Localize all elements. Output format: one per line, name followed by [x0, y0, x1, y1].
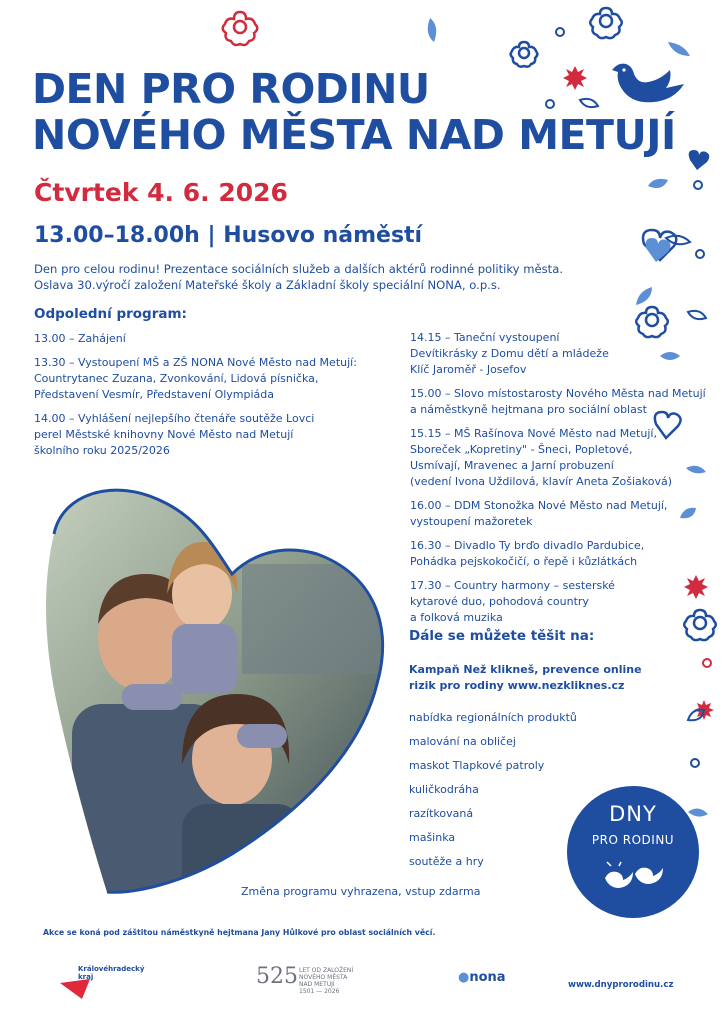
program-line: kytarové duo, pohodová country [410, 595, 589, 608]
circle-icon [691, 759, 699, 767]
event-date: Čtvrtek 4. 6. 2026 [34, 178, 288, 207]
program-line: Devítikrásky z Domu dětí a mládeže [410, 347, 609, 360]
program-line: 15.15 – MŠ Rašínova Nové Město nad Metují, [410, 427, 657, 440]
program-line: Countrytanec Zuzana, Zvonkování, Lidová písnička, [34, 372, 319, 385]
program-line: a náměstkyně hejtmana pro sociální oblast [410, 403, 647, 416]
program-item [410, 330, 710, 378]
water-drop-icon: ● [458, 970, 470, 985]
program-line: 15.00 – Slovo místostarosty Nového Města nad Metují [410, 387, 706, 400]
program-item [410, 426, 710, 490]
anniversary-line: NAD METUJÍ [299, 981, 335, 988]
extras-item: maskot Tlapkové patroly [409, 759, 545, 772]
dny-pro-rodinu-badge [567, 786, 699, 918]
extras-item: mašinka [409, 831, 456, 844]
program-item [34, 331, 394, 347]
program-left-column [34, 331, 394, 467]
program-line: Usmívají, Mravenec a Jarní probuzení [410, 459, 614, 472]
flower-icon [511, 42, 538, 67]
anniversary-line: NOVÉHO MĚSTA [299, 974, 348, 981]
main-title [32, 66, 676, 158]
leaf-icon [688, 311, 706, 319]
kralovehradecky-kraj-logo [58, 965, 145, 1003]
birds-icon [599, 858, 669, 894]
program-line: (vedení Ivona Uždilová, klavír Aneta Zošiaková) [410, 475, 673, 488]
family-photo [32, 474, 394, 902]
extras-item: razítkovaná [409, 807, 474, 820]
circle-icon [556, 28, 564, 36]
title-line: NOVÉHO MĚSTA NAD METUJÍ [32, 111, 676, 159]
anniversary-logo [256, 962, 376, 1008]
title-line: DEN PRO RODINU [32, 65, 430, 113]
program-line: 17.30 – Country harmony – sesterské [410, 579, 615, 592]
intro-line: Den pro celou rodinu! Prezentace sociálních služeb a dalších aktérů rodinné politiky města. [34, 262, 564, 276]
flower-icon [223, 12, 258, 45]
program-line: 14.00 – Vyhlášení nejlepšího čtenáře soutěže Lovci [34, 412, 315, 425]
extras-item: soutěže a hry [409, 855, 484, 868]
program-line: vystoupení mažoretek [410, 515, 533, 528]
logo-line: Královéhradecký [78, 965, 145, 973]
program-item [410, 386, 710, 418]
intro-line: Oslava 30.výročí založení Mateřské školy a Základní školy speciální NONA, o.p.s. [34, 278, 501, 292]
program-line: perel Městské knihovny Nové Město nad Metují [34, 428, 294, 441]
extras-campaign-line: rizik pro rodiny www.nezkliknes.cz [409, 679, 625, 692]
program-line: 13.00 – Zahájení [34, 332, 126, 345]
heart-icon [646, 238, 671, 262]
event-time-place: 13.00–18.00h | Husovo náměstí [34, 223, 423, 248]
program-item [34, 355, 394, 403]
badge-line: DNY [609, 802, 657, 826]
flower-icon [590, 8, 622, 38]
nona-logo-text: nona [469, 970, 506, 985]
logo-text [78, 965, 144, 981]
program-item [410, 578, 710, 626]
extras-item: malování na obličej [409, 735, 516, 748]
program-item [34, 411, 394, 459]
extras-campaign [409, 662, 642, 710]
circle-icon [703, 659, 711, 667]
program-line: 16.30 – Divadlo Ty brďo divadlo Pardubice, [410, 539, 645, 552]
program-line: Představení Vesmír, Představení Olympiáda [34, 388, 275, 401]
leaf-icon [428, 18, 437, 42]
leaf-icon [668, 42, 690, 56]
program-item [410, 538, 710, 570]
anniversary-text [299, 967, 353, 995]
program-line: 16.00 – DDM Stonožka Nové Město nad Metují, [410, 499, 668, 512]
program-line: Klíč Jaroměř - Josefov [410, 363, 527, 376]
program-line: 13.30 – Vystoupení MŠ a ZŠ NONA Nové Město nad Metují: [34, 356, 357, 369]
website-link[interactable]: www.dnyprorodinu.cz [568, 980, 674, 990]
anniversary-line: 1501 — 2026 [299, 988, 340, 995]
heart-icon [689, 150, 710, 170]
extras-item: nabídka regionálních produktů [409, 711, 577, 724]
leaf-icon [636, 287, 652, 305]
program-item [410, 498, 710, 530]
circle-icon [694, 181, 702, 189]
intro-text [34, 261, 634, 293]
program-line: Sboreček „Kopretiny" - Šneci, Popletové, [410, 443, 633, 456]
program-heading: Odpolední program: [34, 306, 187, 322]
patronage-note: Akce se koná pod záštitou náměstkyně hejtmana Jany Hůlkové pro oblast sociálních věcí. [43, 928, 436, 937]
extras-heading: Dále se můžete těšit na: [409, 628, 595, 644]
extras-item: kuličkodráha [409, 783, 479, 796]
nona-logo [458, 970, 506, 985]
leaf-icon [648, 179, 668, 188]
program-line: a folková muzika [410, 611, 503, 624]
program-line: 14.15 – Taneční vystoupení [410, 331, 560, 344]
program-line: školního roku 2025/2026 [34, 444, 170, 457]
program-right-column [410, 330, 710, 634]
anniversary-line: LET OD ZALOŽENÍ [299, 967, 354, 974]
extras-campaign-line: Kampaň Než klikneš, prevence online [409, 663, 642, 676]
logo-line: kraj [78, 973, 94, 981]
anniversary-number: 525 [256, 964, 298, 989]
badge-line: PRO RODINU [591, 833, 675, 847]
circle-icon [696, 250, 704, 258]
program-line: Pohádka pejskokočičí, o řepě i kůzlátkách [410, 555, 638, 568]
program-note: Změna programu vyhrazena, vstup zdarma [241, 885, 481, 898]
